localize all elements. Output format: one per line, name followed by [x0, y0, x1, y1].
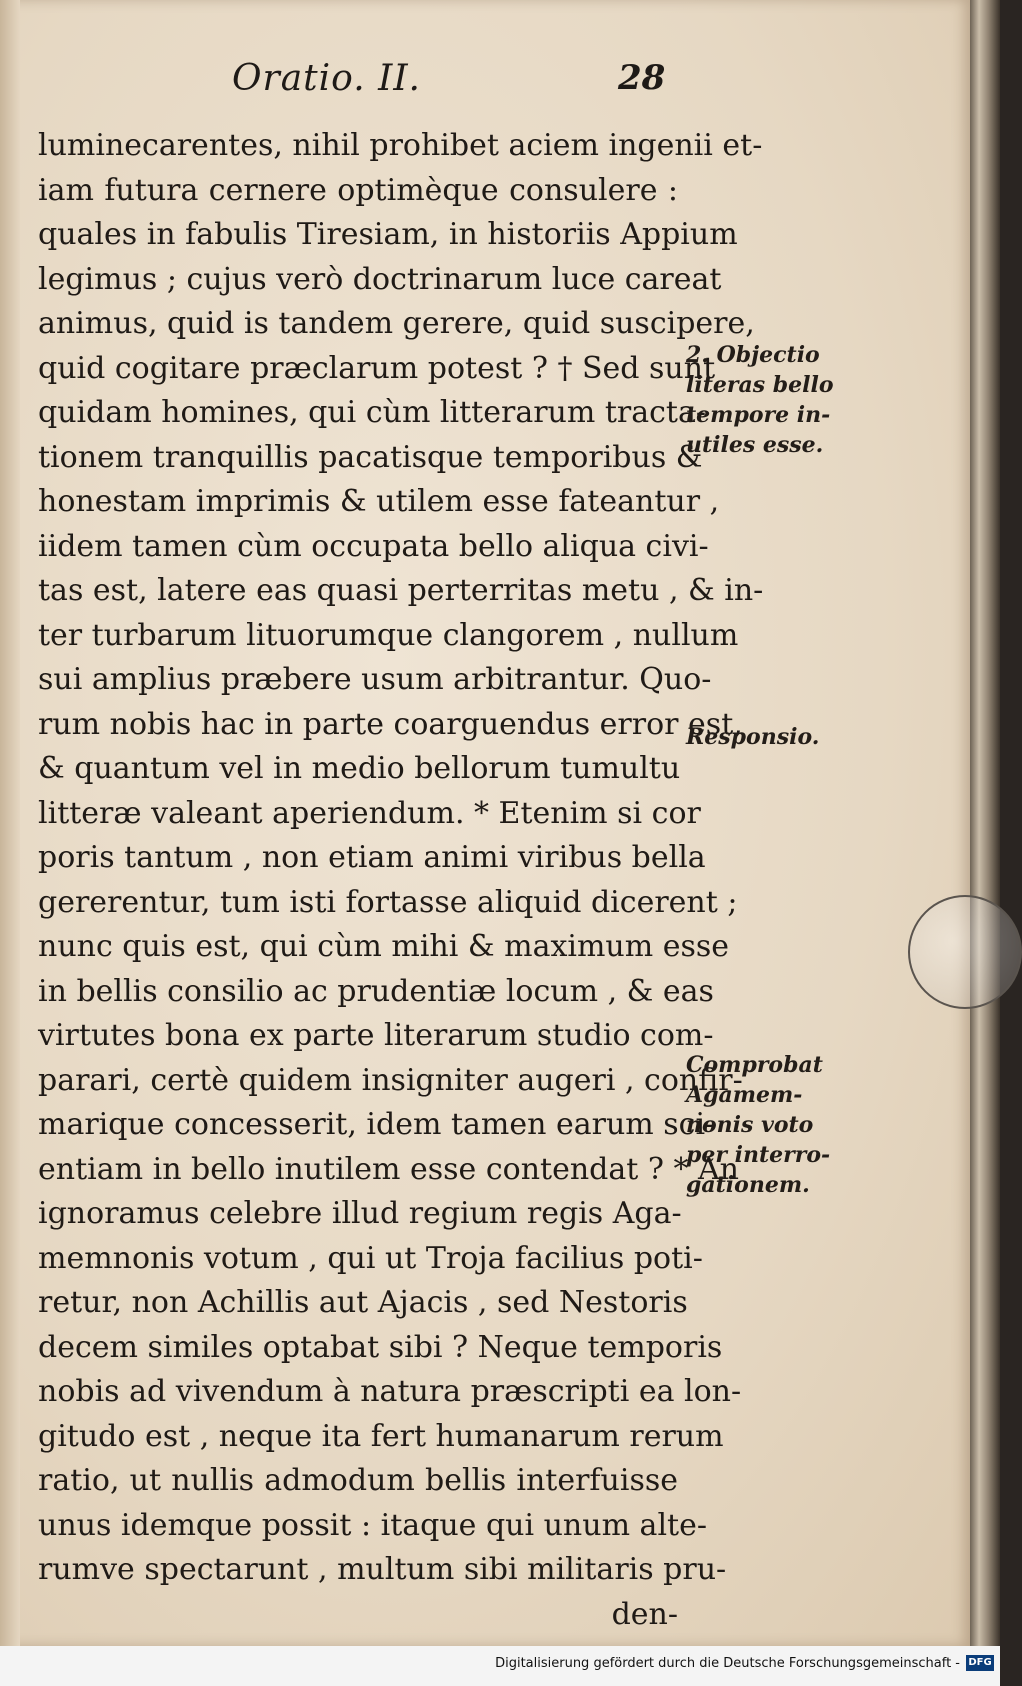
text-line: unus idemque possit : itaque qui unum alte-: [38, 1507, 707, 1543]
text-line: rumve spectarunt , multum sibi militaris pru-: [38, 1552, 727, 1587]
text-line: memnonis votum , qui ut Troja facilius poti-: [38, 1240, 703, 1276]
text-line: ignoramus celebre illud regium regis Aga-: [38, 1196, 682, 1231]
page-gutter: [0, 0, 20, 1646]
text-line: nobis ad vivendum à natura præscripti ea lon-: [38, 1374, 742, 1409]
margin-note-line: tempore in-: [686, 402, 831, 428]
margin-note-line: 2. Objectio: [686, 342, 820, 368]
text-line: quales in fabulis Tiresiam, in historiis Appium: [38, 217, 738, 252]
text-line: decem similes optabat sibi ? Neque temporis: [38, 1329, 723, 1365]
text-line: tionem tranquillis pacatisque temporibus &: [38, 439, 703, 475]
margin-note-line: per interro-: [686, 1142, 831, 1168]
catchword: den-: [611, 1596, 678, 1632]
text-line: quid cogitare præclarum potest ? † Sed sunt: [38, 350, 716, 386]
margin-note-line: nonis voto: [686, 1112, 814, 1138]
dfg-logo: DFG: [966, 1655, 994, 1671]
text-line: poris tantum , non etiam animi viribus bella: [38, 840, 706, 875]
margin-note-objection: [686, 340, 846, 460]
text-line: nunc quis est, qui cùm mihi & maximum esse: [38, 929, 730, 964]
text-line: luminecarentes, nihil prohibet aciem ingenii et-: [38, 128, 763, 163]
margin-note-line: utiles esse.: [686, 432, 824, 458]
margin-note-line: gationem.: [686, 1172, 810, 1198]
text-line: retur, non Achillis aut Ajacis , sed Nestoris: [38, 1285, 688, 1320]
running-title: Oratio. II.: [232, 58, 421, 99]
text-line: & quantum vel in medio bellorum tumultu: [38, 751, 681, 786]
text-line: legimus ; cujus verò doctrinarum luce careat: [38, 261, 722, 297]
footer-credit: Digitalisierung gefördert durch die Deutsche Forschungsgemeinschaft -: [495, 1656, 960, 1671]
text-line: virtutes bona ex parte literarum studio com-: [38, 1018, 714, 1053]
text-line: gitudo est , neque ita fert humanarum rerum: [38, 1418, 724, 1454]
text-line: tas est, latere eas quasi perterritas metu , & in-: [38, 573, 764, 608]
text-line: sui amplius præbere usum arbitrantur. Quo-: [38, 662, 712, 697]
text-line: ratio, ut nullis admodum bellis interfuisse: [38, 1463, 678, 1498]
text-line: marique concesserit, idem tamen earum sci-: [38, 1107, 716, 1142]
text-line: litteræ valeant aperiendum. * Etenim si cor: [38, 795, 701, 831]
text-line: gererentur, tum isti fortasse aliquid dicerent ;: [38, 884, 738, 920]
text-line: honestam imprimis & utilem esse fateantur ,: [38, 484, 720, 519]
margin-note-line: Comprobat: [686, 1052, 823, 1078]
margin-note-response: [686, 722, 846, 752]
text-line: animus, quid is tandem gerere, quid suscipere,: [38, 306, 755, 341]
text-line: rum nobis hac in parte coarguendus error est,: [38, 706, 743, 742]
text-line: iidem tamen cùm occupata bello aliqua civi-: [38, 528, 709, 564]
page-number: 28: [618, 58, 666, 98]
text-line: entiam in bello inutilem esse contendat ? * An: [38, 1151, 739, 1187]
text-line: parari, certè quidem insigniter augeri , confir-: [38, 1062, 743, 1098]
margin-note-line: literas bello: [686, 372, 834, 398]
margin-note-proof: [686, 1050, 846, 1200]
margin-note-line: Agamem-: [686, 1082, 803, 1108]
text-line: iam futura cernere optimèque consulere :: [38, 172, 678, 208]
text-line: quidam homines, qui cùm litterarum tracta-: [38, 395, 707, 430]
text-line: ter turbarum lituorumque clangorem , nullum: [38, 617, 739, 653]
margin-note-line: Responsio.: [686, 724, 820, 750]
footer-bar: [0, 1646, 1000, 1686]
scanner-clip: [908, 895, 1022, 1009]
text-line: in bellis consilio ac prudentiæ locum , & eas: [38, 973, 714, 1009]
page-header: [0, 58, 970, 108]
